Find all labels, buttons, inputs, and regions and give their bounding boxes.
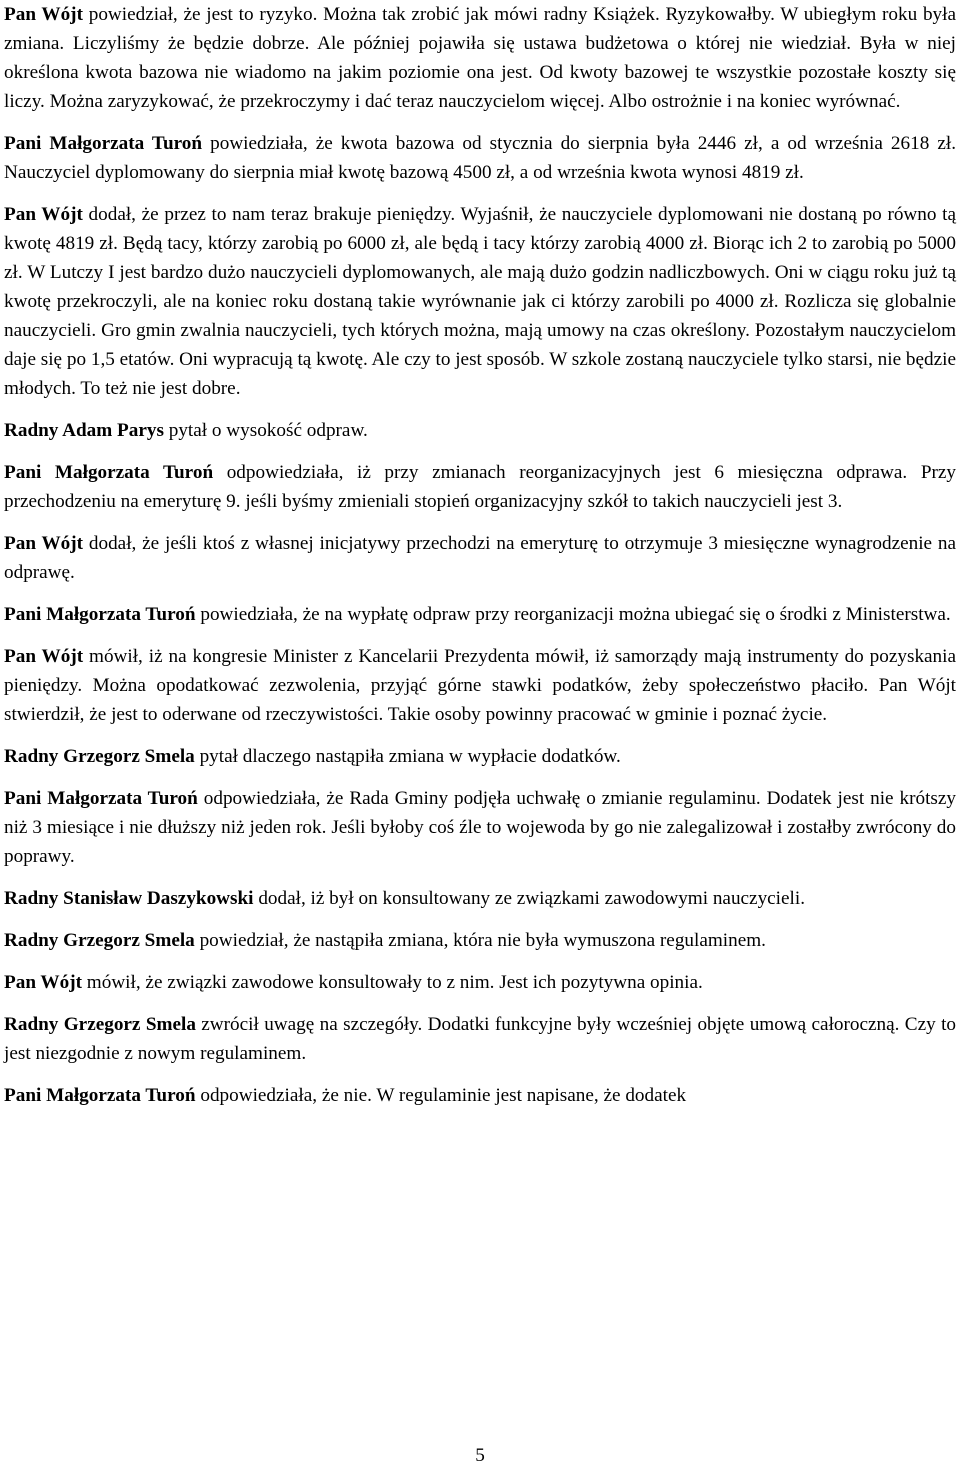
paragraph-text: zwrócił uwagę na szczegóły. Dodatki funkcyjne były wcześniej objęte umową całoroczną. Czy to jest niezgodnie z nowym regulaminem. [4,1014,956,1064]
paragraph [4,458,956,516]
paragraph [4,0,956,116]
paragraph [4,529,956,587]
paragraph-text: powiedziała, że na wypłatę odpraw przy reorganizacji można ubiegać się o środki z Ministerstwa. [195,604,951,625]
speaker-name: Pani Małgorzata Turoń [4,788,198,809]
paragraph-text: dodał, iż był on konsultowany ze związkami zawodowymi nauczycieli. [253,888,805,909]
paragraph-text: powiedział, że nastąpiła zmiana, która nie była wymuszona regulaminem. [194,930,766,951]
speaker-name: Pani Małgorzata Turoń [4,604,196,625]
paragraph-text: powiedział, że jest to ryzyko. Można tak zrobić jak mówi radny Książek. Ryzykowałby. W ubiegłym roku była zmiana. Liczyliśmy że będzie dobrze. Ale później pojawiła się ustawa budżetowa o której nie wiedział. Była w niej określona kwota bazowa nie wiadomo na jakim poziomie ona jest. Od kwoty bazowej te wszystkie pozostałe koszty się liczy. Można zaryzykować, że przekroczymy i dać teraz nauczycielom więcej. Albo ostrożnie i na koniec wyrównać. [4,4,957,112]
paragraph [4,200,956,403]
paragraph [4,1081,956,1110]
speaker-name: Pan Wójt [4,4,83,25]
paragraph-text: odpowiedziała, że Rada Gminy podjęła uchwałę o zmianie regulaminu. Dodatek jest nie krótszy niż 3 miesiące i nie dłuższy niż jeden rok. Jeśli byłoby coś źle to wojewoda by go nie zalegalizował i zostałby zwrócony do poprawy. [4,788,956,867]
paragraph [4,1010,956,1068]
paragraph-text: odpowiedziała, iż przy zmianach reorganizacyjnych jest 6 miesięczna odprawa. Przy przechodzeniu na emeryturę 9. jeśli byśmy zmieniali stopień organizacyjny szkół to takich nauczycieli jest 3. [4,462,956,512]
paragraph [4,884,956,913]
speaker-name: Radny Grzegorz Smela [4,1014,196,1035]
paragraph-text: pytał o wysokość odpraw. [163,420,368,441]
paragraph [4,129,956,187]
paragraph [4,416,956,445]
speaker-name: Pan Wójt [4,204,83,225]
paragraph-text: dodał, że przez to nam teraz brakuje pieniędzy. Wyjaśnił, że nauczyciele dyplomowani nie dostaną po równo tą kwotę 4819 zł. Będą tacy, którzy zarobią po 6000 zł, ale będą i tacy którzy zarobią 4000 zł. Biorąc ich 2 to zarobią po 5000 zł. W Lutczy I jest bardzo dużo nauczycieli dyplomowanych, ale mają dużo godzin nadliczbowych. Oni w ciągu roku już tą kwotę przekroczyli, ale na koniec roku dostaną takie wyrównanie jak ci którzy zarobili po 4000 zł. Rozlicza się globalnie nauczycieli. Gro gmin zwalnia nauczycieli, tych których można, mają umowy na czas określony. Pozostałym nauczycielom daje się po 1,5 etatów. Oni wypracują tą kwotę. Ale czy to jest sposób. W szkole zostaną nauczyciele tylko starsi, nie będzie młodych. To też nie jest dobre. [4,204,956,399]
paragraph [4,642,956,729]
document-page [4,0,956,1123]
speaker-name: Pan Wójt [4,533,84,554]
page-number: 5 [475,1445,485,1466]
speaker-name: Pani Małgorzata Turoń [4,133,203,154]
paragraph-text: odpowiedziała, że nie. W regulaminie jest napisane, że dodatek [195,1085,687,1106]
paragraph [4,968,956,997]
speaker-name: Radny Stanisław Daszykowski [4,888,254,909]
paragraph-text: powiedziała, że kwota bazowa od stycznia do sierpnia była 2446 zł, a od września 2618 zł. Nauczyciel dyplomowany do sierpnia miał kwotę bazową 4500 zł, a od września kwota wynosi 4819 zł. [4,133,957,183]
paragraph-text: mówił, iż na kongresie Minister z Kancelarii Prezydenta mówił, iż samorządy mają instrumenty do pozyskania pieniędzy. Można opodatkować zezwolenia, przyjąć górne stawki podatków, żeby społeczeństwo płaciło. Pan Wójt stwierdził, że jest to oderwane od rzeczywistości. Takie osoby powinny pracować w gminie i poznać życie. [4,646,956,725]
speaker-name: Pani Małgorzata Turoń [4,462,214,483]
paragraph [4,784,956,871]
paragraph [4,600,956,629]
speaker-name: Radny Grzegorz Smela [4,930,195,951]
paragraph [4,926,956,955]
speaker-name: Pan Wójt [4,972,82,993]
speaker-name: Pani Małgorzata Turoń [4,1085,196,1106]
paragraph [4,742,956,771]
speaker-name: Radny Adam Parys [4,420,164,441]
speaker-name: Pan Wójt [4,646,84,667]
paragraph-text: dodał, że jeśli ktoś z własnej inicjatywy przechodzi na emeryturę to otrzymuje 3 miesięczne wynagrodzenie na odprawę. [4,533,956,583]
speaker-name: Radny Grzegorz Smela [4,746,195,767]
paragraph-text: pytał dlaczego nastąpiła zmiana w wypłacie dodatków. [194,746,621,767]
paragraph-text: mówił, że związki zawodowe konsultowały to z nim. Jest ich pozytywna opinia. [82,972,703,993]
